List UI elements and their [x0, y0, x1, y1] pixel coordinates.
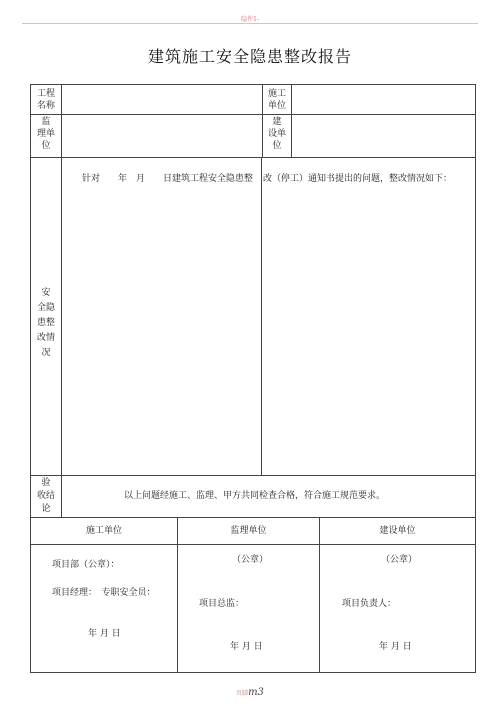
row-divider	[30, 544, 476, 545]
project-dept-seal: 项目部（公章）：	[52, 560, 120, 570]
project-manager-signature: 项目经理： 专职安全员：	[52, 588, 156, 598]
hazard-intro-left: 针对 年 月 日建筑工程安全隐患整	[82, 174, 254, 184]
construction-unit-header: 施工单位	[85, 526, 122, 536]
page-title: 建筑施工安全隐患整改报告	[147, 47, 352, 66]
owner-responsible-signature: 项目负责人：	[342, 599, 397, 609]
signoff-divider-2	[319, 517, 320, 673]
supervision-unit-header: 监理单位	[230, 526, 267, 536]
hazard-rectification-label: 安 全隐 患整 改情 况	[36, 288, 55, 358]
construction-sign-date: 年 月 日	[88, 629, 121, 639]
signoff-divider-1	[177, 517, 178, 673]
table-border-top	[30, 84, 476, 85]
header-divider	[22, 23, 478, 24]
owner-sign-date: 年 月 日	[379, 642, 412, 652]
label-column-divider	[61, 84, 62, 517]
mid-label-divider	[291, 84, 292, 157]
page-footer	[0, 680, 500, 699]
chief-supervisor-signature: 项目总监：	[199, 599, 245, 609]
owner-unit-label: 建 设单 位	[267, 117, 286, 151]
supervision-unit-label: 监 理单 位	[36, 117, 55, 151]
table-border-bottom	[30, 672, 476, 673]
table-border-left	[30, 84, 31, 673]
supervision-sign-date: 年 月 日	[230, 642, 263, 652]
header-mark: 隐件1-	[241, 16, 259, 23]
acceptance-label: 验 收结 论	[36, 478, 55, 514]
row-divider	[30, 114, 476, 115]
table-border-right	[475, 84, 476, 673]
row-divider	[30, 475, 476, 476]
owner-unit-header: 建设单位	[379, 526, 416, 536]
row-divider	[30, 517, 476, 518]
acceptance-conclusion: 以上问题经施工、监理、甲方共同检查合格，符合施工规范要求。	[124, 491, 386, 501]
project-name-label: 工程 名称	[36, 89, 55, 111]
owner-seal: （公章）	[381, 555, 418, 565]
footer-page-number: m3	[248, 687, 264, 698]
supervision-seal: （公章）	[232, 555, 269, 565]
footer-mark: 页脚	[236, 690, 249, 697]
hazard-split-divider	[261, 157, 262, 475]
construction-unit-label: 施工 单位	[267, 89, 286, 111]
row-divider	[30, 157, 476, 158]
hazard-intro-right: 改（停工）通知书提出的问题，整改情况如下：	[263, 174, 453, 184]
